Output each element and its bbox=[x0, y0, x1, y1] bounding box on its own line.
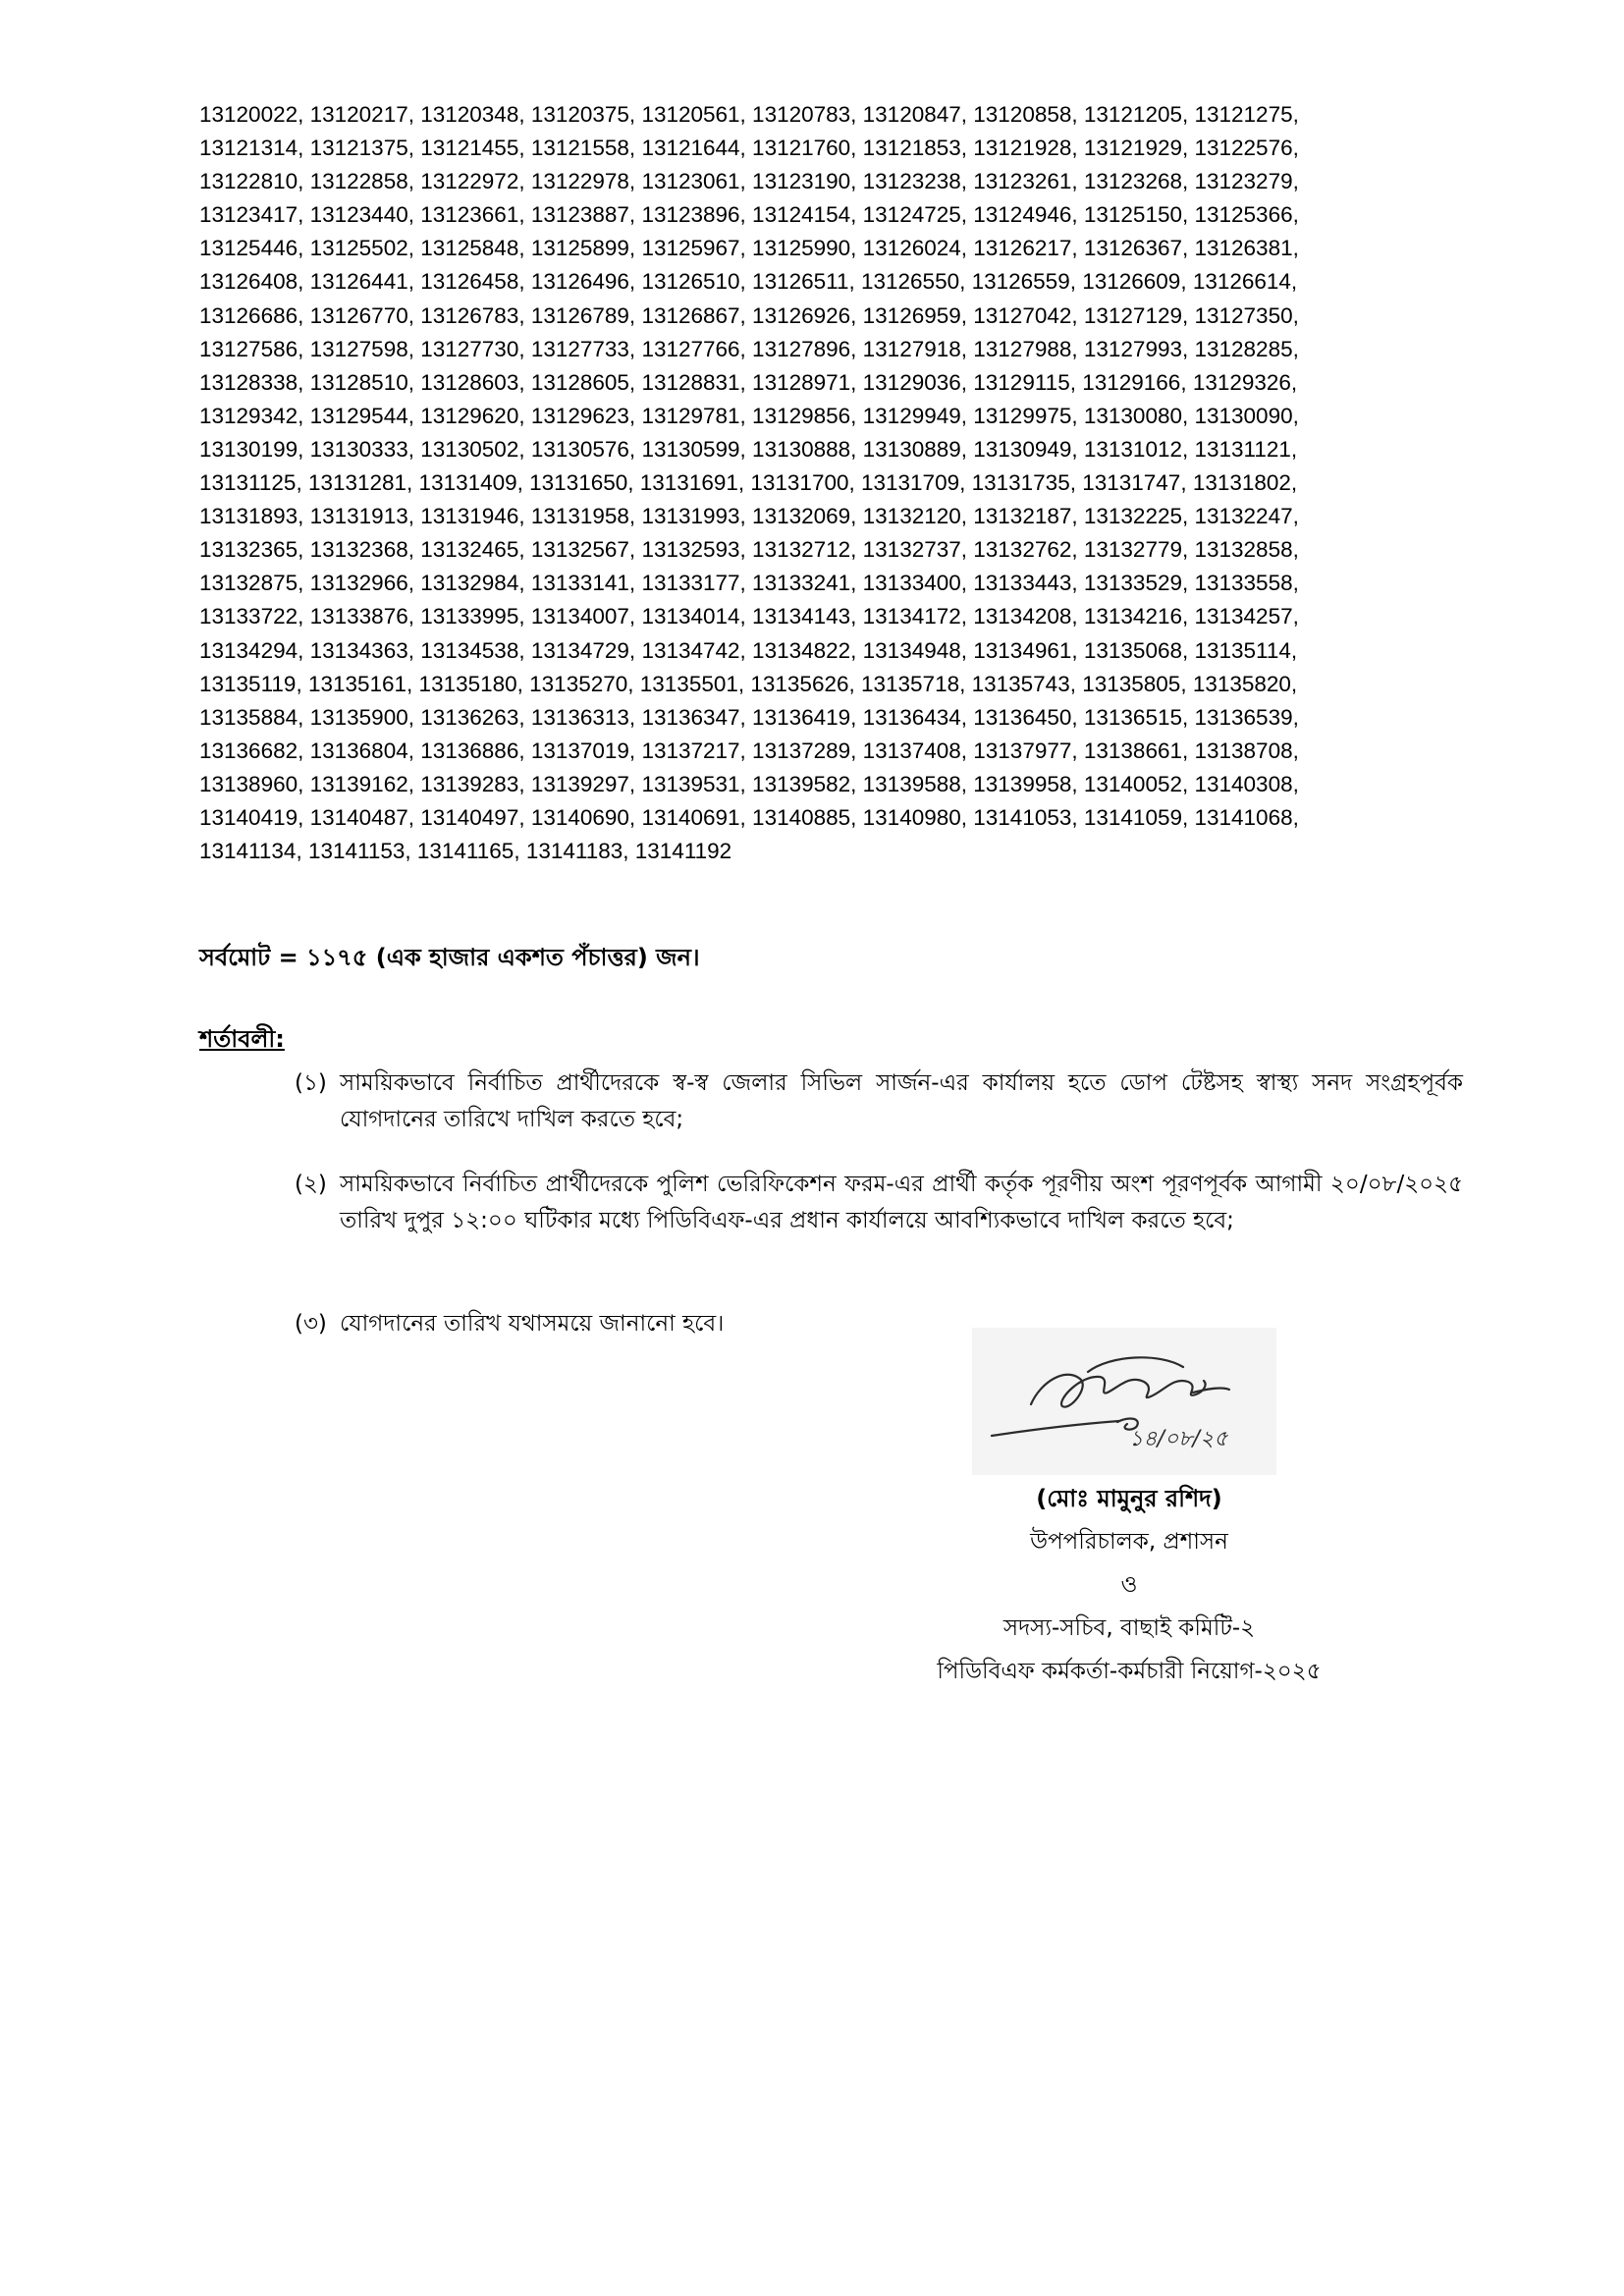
roll-number-row: 13136682, 13136804, 13136886, 13137019, 13137217, 13137289, 13137408, 13137977, 13138661, 13138708, bbox=[199, 738, 1299, 763]
signatory-role: সদস্য-সচিব, বাছাই কমিটি-২ bbox=[1002, 1615, 1256, 1641]
condition-number: (২) bbox=[295, 1172, 327, 1197]
roll-number-row: 13132365, 13132368, 13132465, 13132567, 13132593, 13132712, 13132737, 13132762, 13132779, 13132858, bbox=[199, 537, 1299, 563]
roll-number-row: 13122810, 13122858, 13122972, 13122978, 13123061, 13123190, 13123238, 13123261, 13123268, 13123279, bbox=[199, 169, 1299, 194]
signatory-conjunction: ও bbox=[1120, 1572, 1138, 1598]
roll-number-row: 13135119, 13135161, 13135180, 13135270, 13135501, 13135626, 13135718, 13135743, 13135805, 13135820, bbox=[199, 671, 1298, 696]
roll-number-row: 13135884, 13135900, 13136263, 13136313, 13136347, 13136419, 13136434, 13136450, 13136515, 13136539, bbox=[199, 704, 1299, 730]
roll-number-row: 13132875, 13132966, 13132984, 13133141, 13133177, 13133241, 13133400, 13133443, 13133529, 13133558, bbox=[199, 571, 1299, 596]
signatory-name: (মোঃ মামুনুর রশিদ) bbox=[1036, 1485, 1222, 1512]
roll-number-row: 13120022, 13120217, 13120348, 13120375, 13120561, 13120783, 13120847, 13120858, 13121205, 13121275, bbox=[199, 102, 1299, 127]
roll-number-row: 13130199, 13130333, 13130502, 13130576, 13130599, 13130888, 13130889, 13130949, 13131012, 13131121, bbox=[199, 436, 1298, 462]
roll-number-row: 13125446, 13125502, 13125848, 13125899, 13125967, 13125990, 13126024, 13126217, 13126367, 13126381, bbox=[199, 236, 1299, 261]
roll-number-row: 13126408, 13126441, 13126458, 13126496, 13126510, 13126511, 13126550, 13126559, 13126609, 13126614, bbox=[199, 269, 1298, 295]
roll-number-row: 13129342, 13129544, 13129620, 13129623, 13129781, 13129856, 13129949, 13129975, 13130080, 13130090, bbox=[199, 403, 1299, 428]
roll-number-row: 13128338, 13128510, 13128603, 13128605, 13128831, 13128971, 13129036, 13129115, 13129166, 13129326, bbox=[199, 369, 1298, 395]
roll-number-row: 13126686, 13126770, 13126783, 13126789, 13126867, 13126926, 13126959, 13127042, 13127129, 13127350, bbox=[199, 302, 1299, 328]
signatory-designation: উপপরিচালক, প্রশাসন bbox=[1030, 1529, 1228, 1555]
handwritten-signature bbox=[972, 1328, 1276, 1475]
signature-date: ১৪/০৮/২৫ bbox=[1129, 1427, 1228, 1451]
roll-number-row: 13134294, 13134363, 13134538, 13134729, 13134742, 13134822, 13134948, 13134961, 13135068, 13135114, bbox=[199, 637, 1298, 663]
roll-number-row: 13131125, 13131281, 13131409, 13131650, 13131691, 13131700, 13131709, 13131735, 13131747, 13131802, bbox=[199, 470, 1298, 496]
total-count: সর্বমোট = ১১৭৫ (এক হাজার একশত পঁচাত্তর) জন। bbox=[199, 944, 700, 971]
conditions-heading: শর্তাবলী: bbox=[199, 1025, 285, 1053]
signature-image bbox=[972, 1328, 1276, 1475]
signatory-organization: পিডিবিএফ কর্মকর্তা-কর্মচারী নিয়োগ-২০২৫ bbox=[937, 1659, 1322, 1684]
condition-text: সাময়িকভাবে নির্বাচিত প্রার্থীদেরকে স্ব-স্ব জেলার সিভিল সার্জন-এর কার্যালয় হতে ডোপ টেষ্টসহ স্বাস্থ্য সনদ সংগ্রহপূর্বক যোগদানের তারিখে দাখিল করতে হবে; bbox=[340, 1070, 1463, 1132]
roll-number-row: 13123417, 13123440, 13123661, 13123887, 13123896, 13124154, 13124725, 13124946, 13125150, 13125366, bbox=[199, 202, 1299, 228]
roll-number-row: 13138960, 13139162, 13139283, 13139297, 13139531, 13139582, 13139588, 13139958, 13140052, 13140308, bbox=[199, 771, 1299, 796]
condition-item bbox=[295, 1306, 1463, 1342]
roll-number-row: 13127586, 13127598, 13127730, 13127733, 13127766, 13127896, 13127918, 13127988, 13127993, 13128285, bbox=[199, 336, 1299, 361]
roll-number-row: 13140419, 13140487, 13140497, 13140690, 13140691, 13140885, 13140980, 13141053, 13141059, 13141068, bbox=[199, 804, 1299, 830]
roll-number-row: 13121314, 13121375, 13121455, 13121558, 13121644, 13121760, 13121853, 13121928, 13121929, 13122576, bbox=[199, 136, 1299, 161]
condition-text: যোগদানের তারিখ যথাসময়ে জানানো হবে। bbox=[340, 1311, 725, 1337]
roll-number-row: 13131893, 13131913, 13131946, 13131958, 13131993, 13132069, 13132120, 13132187, 13132225, 13132247, bbox=[199, 504, 1299, 529]
condition-item bbox=[295, 1066, 1463, 1138]
condition-number: (৩) bbox=[295, 1311, 327, 1337]
condition-item bbox=[295, 1167, 1463, 1239]
condition-number: (১) bbox=[295, 1070, 327, 1096]
roll-number-row: 13133722, 13133876, 13133995, 13134007, 13134014, 13134143, 13134172, 13134208, 13134216, 13134257, bbox=[199, 604, 1299, 629]
roll-number-list bbox=[199, 98, 1436, 868]
roll-number-row: 13141134, 13141153, 13141165, 13141183, 13141192 bbox=[199, 839, 732, 864]
condition-text: সাময়িকভাবে নির্বাচিত প্রার্থীদেরকে পুলিশ ভেরিফিকেশন ফরম-এর প্রার্থী কর্তৃক পূরণীয় অংশ পূরণপূর্বক আগামী ২০/০৮/২০২৫ তারিখ দুপুর ১২:০০ ঘটিকার মধ্যে পিডিবিএফ-এর প্রধান কার্যালয়ে আবশ্যিকভাবে দাখিল করতে হবে; bbox=[340, 1172, 1463, 1233]
